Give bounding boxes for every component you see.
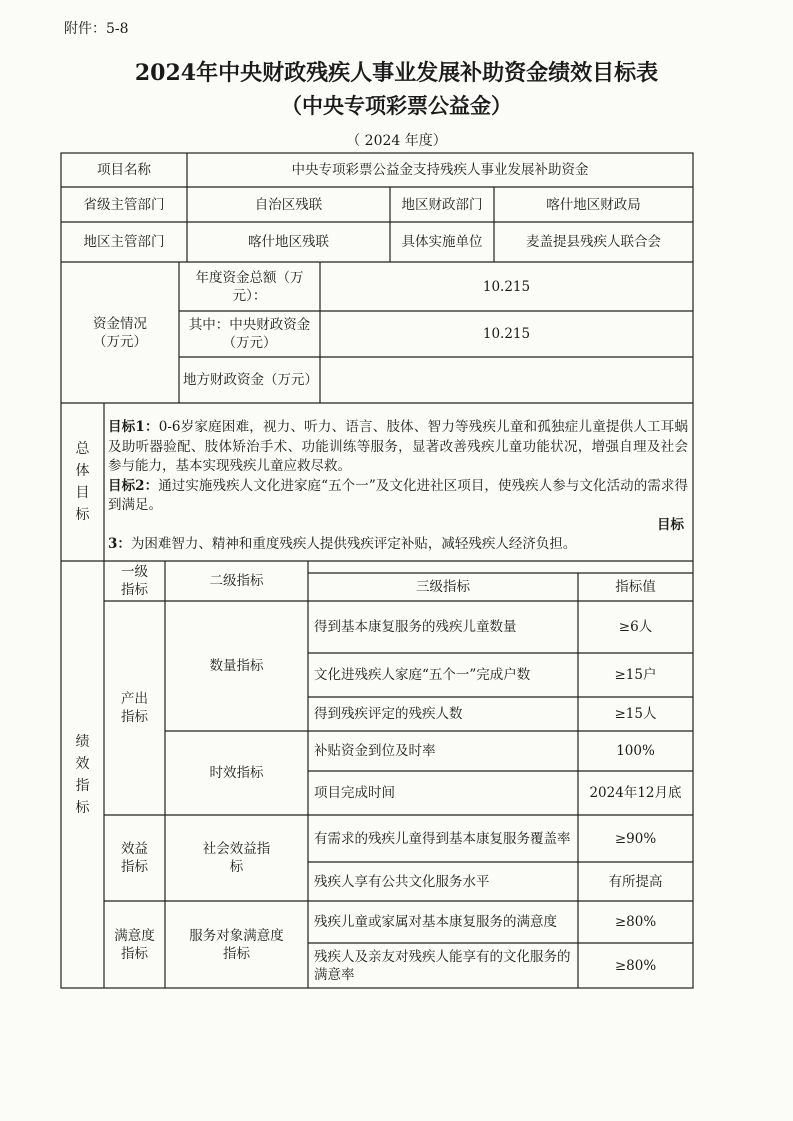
funds-label-cell bbox=[61, 262, 179, 403]
prov-dept-value: 自治区残联 bbox=[254, 196, 323, 213]
table-row-value: ≥15户 bbox=[614, 667, 657, 683]
perf-label-char: 效 bbox=[75, 755, 90, 772]
goal-1-head: 目标1： bbox=[108, 419, 159, 435]
impl-unit-label: 具体实施单位 bbox=[401, 234, 483, 250]
year-label: （ 2024 年度） bbox=[346, 133, 447, 149]
prov-dept-label: 省级主管部门 bbox=[83, 196, 165, 213]
goal-3-text: 为困难智力、精神和重度残疾人提供残疾评定补贴，减轻残疾人经济负担。 bbox=[130, 536, 577, 552]
table-row-value: 2024年12月底 bbox=[589, 785, 682, 801]
table-row-name: 得到基本康复服务的残疾儿童数量 bbox=[314, 619, 517, 635]
overall-label-char: 体 bbox=[75, 463, 90, 479]
service-satisfaction-label: 服务对象满意度指标 bbox=[189, 927, 284, 962]
overall-label-char: 目 bbox=[75, 485, 90, 501]
table-row-name: 补贴资金到位及时率 bbox=[314, 743, 436, 759]
table-row-value: ≥80% bbox=[614, 914, 657, 930]
table-row-name: 得到残疾评定的残疾人数 bbox=[314, 706, 463, 722]
table-row-value: ≥15人 bbox=[614, 706, 657, 722]
goal-3-head: 3： bbox=[108, 536, 131, 552]
region-dept-value: 喀什地区残联 bbox=[248, 234, 329, 250]
col-value-header: 指标值 bbox=[615, 579, 656, 595]
overall-label-char: 标 bbox=[75, 507, 90, 523]
goal-3 bbox=[108, 535, 688, 555]
table-row-name: 有需求的残疾儿童得到基本康复服务覆盖率 bbox=[314, 830, 571, 847]
table-row-value: ≥90% bbox=[614, 830, 657, 847]
perf-label-char: 指 bbox=[75, 777, 90, 794]
region-finance-value: 喀什地区财政局 bbox=[546, 196, 641, 213]
funds-total-value: 10.215 bbox=[482, 278, 531, 295]
goal-2 bbox=[108, 477, 688, 516]
impl-unit-value: 麦盖提县残疾人联合会 bbox=[526, 234, 661, 250]
goal-1 bbox=[108, 418, 688, 477]
region-dept-label: 地区主管部门 bbox=[83, 234, 165, 250]
project-name-label: 项目名称 bbox=[97, 162, 151, 178]
output-indicator-label: 产出指标 bbox=[121, 691, 148, 725]
perf-label bbox=[61, 561, 104, 988]
goal-2-head: 目标2： bbox=[108, 477, 159, 494]
table-row-name: 项目完成时间 bbox=[314, 785, 395, 801]
table-row-name: 残疾儿童或家属对基本康复服务的满意度 bbox=[314, 914, 557, 930]
benefit-indicator-label: 效益指标 bbox=[121, 841, 148, 875]
table-row-value: ≥80% bbox=[614, 957, 657, 974]
social-benefit-label: 社会效益指标 bbox=[202, 841, 271, 875]
goal-3-mark: 目标 bbox=[657, 516, 684, 533]
funds-central-label: 其中：中央财政资金（万元） bbox=[188, 317, 311, 351]
timeliness-indicator-label: 时效指标 bbox=[209, 765, 264, 781]
table-row-value: 有所提高 bbox=[608, 873, 663, 890]
quantity-indicator-label: 数量指标 bbox=[209, 658, 264, 674]
funds-central-value: 10.215 bbox=[482, 326, 531, 342]
perf-label-char: 标 bbox=[75, 799, 90, 816]
attachment-number: 附件：5-8 bbox=[64, 21, 129, 37]
satisfaction-indicator-label: 满意度指标 bbox=[114, 927, 155, 962]
col-level1-header: 一级指标 bbox=[121, 564, 148, 598]
overall-goal-label bbox=[61, 403, 104, 561]
overall-goals-text bbox=[108, 418, 688, 555]
goal-2-text: 通过实施残疾人文化进家庭“五个一”及文化进社区项目，使残疾人参与文化活动的需求得到满足。 bbox=[108, 477, 688, 513]
overall-label-char: 总 bbox=[75, 441, 90, 457]
table-row-value: ≥6人 bbox=[618, 619, 653, 635]
table-row-value: 100% bbox=[616, 743, 655, 759]
col-level3-header: 三级指标 bbox=[416, 579, 470, 595]
table-row-name: 残疾人及亲友对残疾人能享有的文化服务的满意率 bbox=[314, 948, 571, 983]
table-row-name: 文化进残疾人家庭“五个一”完成户数 bbox=[314, 667, 531, 683]
funds-total-label: 年度资金总额（万元）： bbox=[195, 269, 304, 304]
page-subtitle: （中央专项彩票公益金） bbox=[281, 93, 512, 118]
perf-label-char: 绩 bbox=[75, 733, 90, 750]
project-name-value: 中央专项彩票公益金支持残疾人事业发展补助资金 bbox=[291, 162, 589, 178]
goal-1-text: 0-6岁家庭困难，视力、听力、语言、肢体、智力等残疾儿童和孤独症儿童提供人工耳蜗及助听器验配、肢体矫治手术、功能训练等服务，显著改善残疾儿童功能状况，增强自理及社会参与能力，基本实现残疾儿童应救尽救。 bbox=[108, 419, 688, 474]
page-title: 2024年中央财政残疾人事业发展补助资金绩效目标表 bbox=[134, 60, 659, 86]
region-finance-label: 地区财政部门 bbox=[401, 196, 483, 213]
funds-local-label: 地方财政资金（万元） bbox=[183, 372, 318, 388]
funds-local-value bbox=[320, 357, 693, 403]
funds-label: 资金情况 bbox=[93, 315, 147, 332]
funds-label-unit: （万元） bbox=[93, 333, 147, 350]
table-row-name: 残疾人享有公共文化服务水平 bbox=[314, 873, 490, 890]
col-level2-header: 二级指标 bbox=[209, 573, 264, 589]
